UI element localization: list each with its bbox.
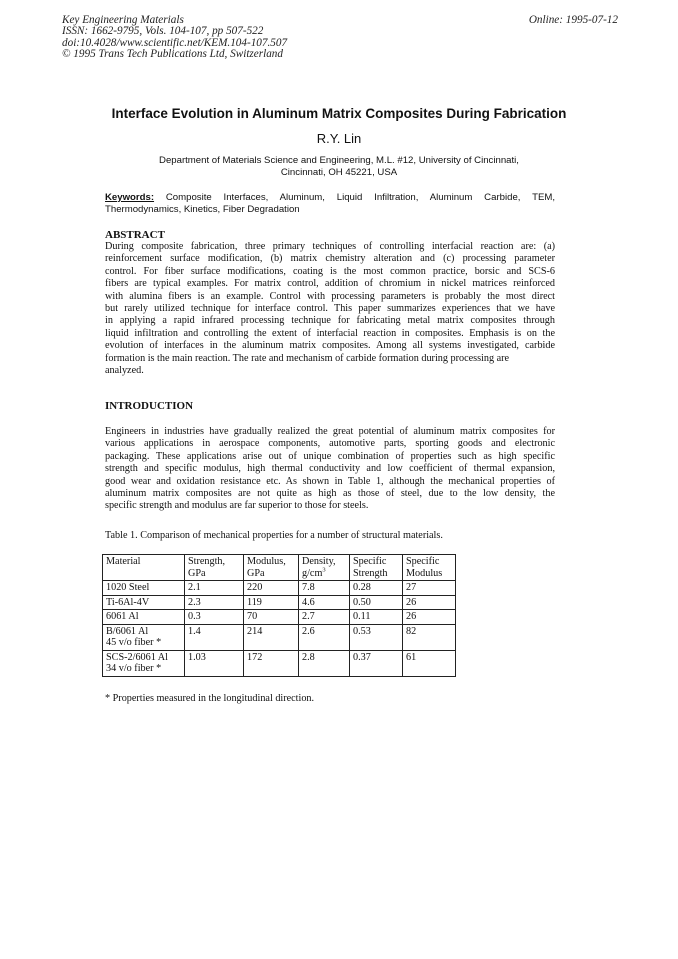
text-line: analyzed. [105,365,144,377]
introduction-heading: INTRODUCTION [105,400,194,412]
text-line: various applications in aerospace components, automotive parts, sporting goods and electronic [105,438,555,450]
text-line: strength and specific modulus, high thermal conductivity and low coefficient of thermal expansion, [105,463,555,475]
text-line: fibers are typical examples. For matrix control, addition of chromium in nickel matrices reinforced [105,278,555,290]
table-cell: 1020 Steel [103,581,185,596]
text-line: in applying a rapid infrared processing technique for fabricating metal matrix composites through [105,315,555,327]
table-cell: 26 [403,610,456,625]
keywords-text: Thermodynamics, Kinetics, Fiber Degradation [105,203,300,215]
table-cell: B/6061 Al 45 v/o fiber * [103,624,185,650]
properties-table [102,554,456,677]
keywords-label: Keywords: [105,192,155,203]
table-cell: 61 [403,650,456,676]
table-cell: 7.8 [299,581,350,596]
table-cell: 82 [403,624,456,650]
text-line: aluminum matrix composites are not quite as high as those of steel, due to the low density, the [105,488,555,500]
table-cell: 220 [244,581,299,596]
table-cell: 0.50 [350,595,403,610]
table-cell: 214 [244,624,299,650]
text-line: good wear and oxidation resistance etc. As shown in Table 1, although the mechanical properties of [105,475,555,487]
table-footnote: * Properties measured in the longitudinal direction. [105,693,315,704]
table-cell: 172 [244,650,299,676]
table-cell: SCS-2/6061 Al 34 v/o fiber * [103,650,185,676]
table-cell: 0.3 [185,610,244,625]
doi-line[interactable]: doi:10.4028/www.scientific.net/KEM.104-107.507 [62,36,288,49]
table-cell: Ti-6Al-4V [103,595,185,610]
table-cell: 2.6 [299,624,350,650]
table-row [103,581,456,596]
table-cell: 70 [244,610,299,625]
text-line: liquid infiltration and controlling the extent of interfacial reaction in composites. Emphasis is on the [105,327,555,339]
table-cell: 1.4 [185,624,244,650]
text-line: evolution of interfaces in the aluminum matrix composites. Among all systems investigated, carbide [105,340,555,352]
affiliation-line: Department of Materials Science and Engineering, M.L. #12, University of Cincinnati, [159,155,519,166]
text-line: Engineers in industries have gradually realized the great potential of aluminum matrix composites for [105,426,555,437]
text-line: reinforcement surface modification, (b) matrix chemistry alteration and (c) processing parameter [105,253,555,265]
text-line: specific strength and modulus are far superior to those for steels. [105,500,369,512]
abstract-heading: ABSTRACT [105,229,165,241]
table-caption: Table 1. Comparison of mechanical properties for a number of structural materials. [105,530,443,541]
journal-name: Key Engineering Materials [62,14,184,26]
affiliation-line: Cincinnati, OH 45221, USA [280,167,398,178]
header-cell: Specific Modulus [403,555,456,581]
text-line: with alumina fibers is an example. Control with processing parameters is probably the most direct [105,290,555,302]
text-line: control. For fiber surface modifications, coating is the most common practice, borsic and SCS-6 [105,265,555,277]
table-cell: 119 [244,595,299,610]
table-cell: 0.28 [350,581,403,596]
affiliation [0,155,678,179]
table-cell: 6061 Al [103,610,185,625]
table-cell: 1.03 [185,650,244,676]
table-cell: 27 [403,581,456,596]
table-row [103,595,456,610]
text-line: packaging. These applications arise out of unique combination of properties such as high specific [105,450,555,462]
issn-line: ISSN: 1662-9795, Vols. 104-107, pp 507-522 [62,25,264,38]
table-cell: 0.11 [350,610,403,625]
page-header [62,15,618,61]
text-line: formation is the main reaction. The rate and mechanism of carbide formation during processing are [105,352,510,364]
header-cell: Modulus, GPa [244,555,299,581]
table-cell: 26 [403,595,456,610]
table-cell: 2.1 [185,581,244,596]
text-line: During composite fabrication, three primary techniques of controlling interfacial reaction are: (a) [105,241,555,252]
author-name: R.Y. Lin [316,131,362,146]
table-row [103,624,456,650]
header-cell: Specific Strength [350,555,403,581]
table-cell: 2.7 [299,610,350,625]
keywords-line [105,192,555,204]
online-date: Online: 1995-07-12 [528,14,618,26]
table-cell: 0.53 [350,624,403,650]
table-cell: 2.3 [185,595,244,610]
table-cell: 4.6 [299,595,350,610]
table-cell: 2.8 [299,650,350,676]
keywords-text: Composite Interfaces, Aluminum, Liquid Infiltration, Aluminum Carbide, TEM, [165,192,555,203]
table-cell: 0.37 [350,650,403,676]
header-cell: Strength, GPa [185,555,244,581]
table-row [103,650,456,676]
table-row [103,610,456,625]
abstract-body [105,241,555,377]
keywords-block [105,192,555,215]
header-cell: Material [103,555,185,581]
table-header-row [103,555,456,581]
text-line: but rarely utilized technique for interface control. This paper summarizes experiences that we have [105,303,555,315]
copyright-line: © 1995 Trans Tech Publications Ltd, Switzerland [62,48,283,61]
paper-title: Interface Evolution in Aluminum Matrix Composites During Fabrication [111,106,567,121]
introduction-body [105,426,555,513]
header-cell: Density, $g/cm^3$ [299,555,350,581]
